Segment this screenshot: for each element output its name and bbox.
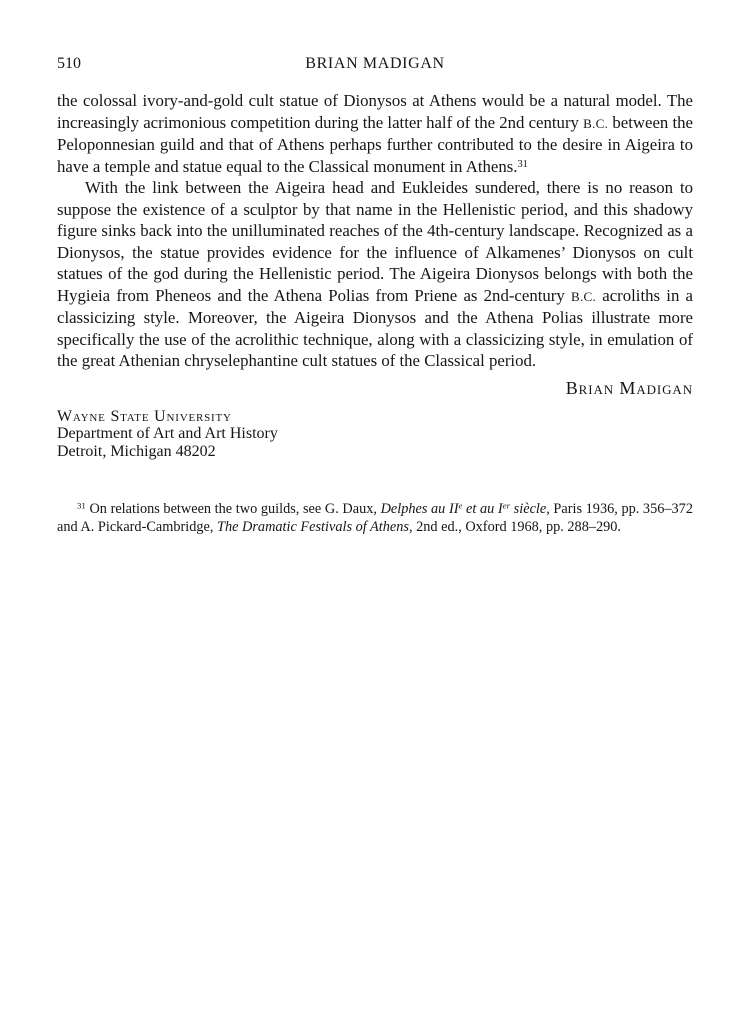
page-number: 510 (57, 55, 81, 72)
page-content (57, 55, 693, 536)
article-body (57, 90, 693, 372)
body-paragraph-conclusion: With the link between the Aigeira head and Eukleides sundered, there is no reason to suppose the existence of a sculptor by that name in the Hellenistic period, and this shadowy figure sinks back into the unilluminated reaches of the 4th-century landscape. Recognized as a Dionysos, the statue provides evidence for the influence of Alkamenes’ Dionysos on cult statues of the god during the Hellenistic period. The Aigeira Dionysos belongs with both the Hygieia from Pheneos and the Athena Polias from Priene as 2nd-century B.C. acroliths in a classicizing style. Moreover, the Aigeira Dionysos and the Athena Polias illustrate more specifically the use of the acrolithic technique, along with a classicizing style, in emulation of the great Athenian chryselephantine cult statues of the Classical period. (57, 178, 694, 370)
running-head: BRIAN MADIGAN (305, 55, 445, 72)
footnote-block (57, 501, 693, 536)
author-signature (57, 378, 693, 399)
footnote-number: 31 (77, 500, 86, 511)
affiliation-university: Wayne State University (57, 407, 232, 425)
footnote-text: On relations between the two guilds, see G. Daux, Delphes au IIe et au Ier siècle, Paris 1936, pp. 356–372 and A. Pickard-Cambridge, The Dramatic Festivals of Athens, 2nd ed., Oxford 1968, pp. 288–290. (57, 500, 693, 535)
affiliation-department: Department of Art and Art History (57, 425, 278, 443)
footnote-31 (57, 501, 693, 536)
author-name: Brian Madigan (565, 377, 693, 398)
affiliation-city: Detroit, Michigan 48202 (57, 442, 216, 460)
author-affiliation (57, 408, 693, 461)
page-header (57, 55, 693, 73)
body-paragraph-continuation: the colossal ivory-and-gold cult statue of Dionysos at Athens would be a natural model. The increasingly acrimonious competition during the latter half of the 2nd century B.C. between the Peloponnesian guild and that of Athens perhaps further contributed to the desire in Aigeira to have a temple and statue equal to the Classical monument in Athens.$^{31}$ (57, 91, 694, 176)
